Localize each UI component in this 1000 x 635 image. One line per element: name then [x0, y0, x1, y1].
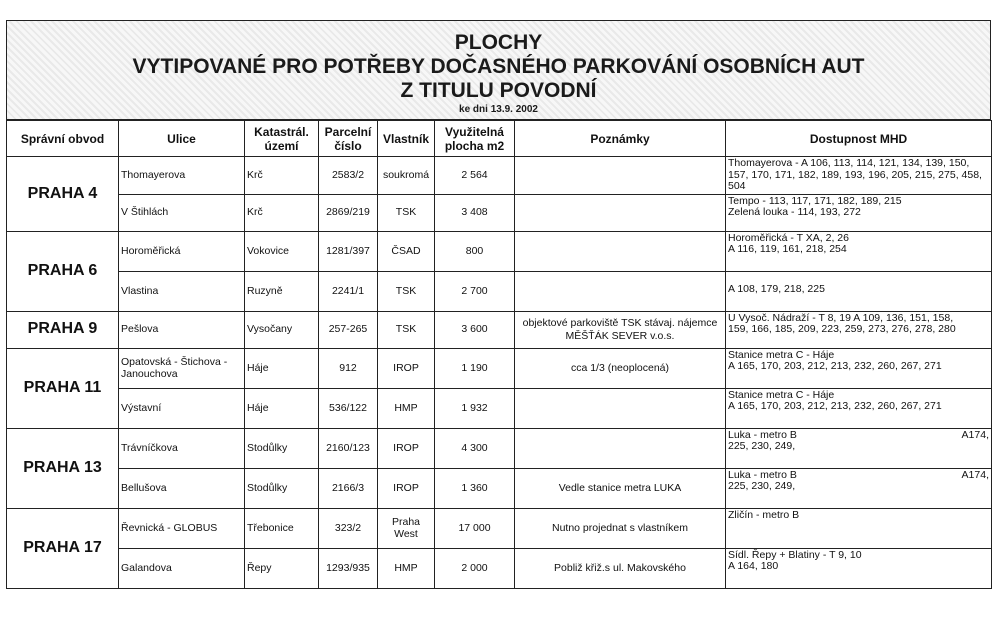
- area-cell: 3 600: [435, 311, 515, 348]
- mhd-line: 225, 230, 249,: [728, 440, 796, 452]
- mhd-line: Sídl. Řepy + Blatiny - T 9, 10: [728, 548, 862, 561]
- area-cell: 1 190: [435, 348, 515, 388]
- area-cell: 4 300: [435, 428, 515, 468]
- table-row: [7, 271, 992, 311]
- district-cell: PRAHA 9: [7, 311, 119, 348]
- mhd-line-right: A174,: [961, 428, 989, 441]
- mhd-cell: [726, 428, 992, 468]
- street-cell: Horoměřická: [119, 231, 245, 271]
- parcel-cell: 2869/219: [319, 194, 378, 231]
- mhd-line: 159, 166, 185, 209, 223, 259, 273, 276, 278, 280: [728, 323, 956, 335]
- mhd-cell: [726, 231, 992, 271]
- street-cell: Vlastina: [119, 271, 245, 311]
- mhd-cell: [726, 157, 992, 195]
- mhd-cell: [726, 388, 992, 428]
- title-date: ke dni 13.9. 2002: [459, 104, 538, 115]
- notes-cell: [515, 231, 726, 271]
- mhd-cell: [726, 508, 992, 548]
- street-cell: Výstavní: [119, 388, 245, 428]
- parcel-cell: 536/122: [319, 388, 378, 428]
- street-cell: Galandova: [119, 548, 245, 588]
- mhd-line: Thomayerova - A 106, 113, 114, 121, 134, 139, 150,: [728, 157, 970, 169]
- header-district: Správní obvod: [7, 121, 119, 157]
- owner-cell: HMP: [378, 388, 435, 428]
- title-box: [6, 20, 991, 120]
- area-cell: 2 000: [435, 548, 515, 588]
- cadastral-cell: Třebonice: [245, 508, 319, 548]
- notes-cell: [515, 428, 726, 468]
- header-row: [7, 121, 992, 157]
- mhd-line: A 116, 119, 161, 218, 254: [728, 243, 847, 255]
- notes-cell: Vedle stanice metra LUKA: [515, 468, 726, 508]
- table-row: [7, 468, 992, 508]
- cadastral-cell: Krč: [245, 157, 319, 195]
- street-cell: Řevnická - GLOBUS: [119, 508, 245, 548]
- mhd-cell: [726, 194, 992, 231]
- owner-cell: ČSAD: [378, 231, 435, 271]
- header-area: Využitelná plocha m2: [435, 121, 515, 157]
- district-cell: PRAHA 13: [7, 428, 119, 508]
- header-mhd: Dostupnost MHD: [726, 121, 992, 157]
- cadastral-cell: Stodůlky: [245, 428, 319, 468]
- mhd-cell: [726, 468, 992, 508]
- parcel-cell: 257-265: [319, 311, 378, 348]
- area-cell: 800: [435, 231, 515, 271]
- owner-cell: TSK: [378, 271, 435, 311]
- table-row: [7, 428, 992, 468]
- mhd-line-left: Luka - metro B: [728, 468, 797, 481]
- owner-cell: Praha West: [378, 508, 435, 548]
- district-cell: PRAHA 6: [7, 231, 119, 311]
- area-cell: 2 564: [435, 157, 515, 195]
- notes-cell: [515, 271, 726, 311]
- mhd-line: A 165, 170, 203, 212, 213, 232, 260, 267, 271: [728, 400, 942, 412]
- title-line-2: VYTIPOVANÉ PRO POTŘEBY DOČASNÉHO PARKOVÁNÍ OSOBNÍCH AUT: [132, 55, 865, 78]
- mhd-line: Stanice metra C - Háje: [728, 388, 835, 401]
- street-cell: Trávníčkova: [119, 428, 245, 468]
- notes-cell: [515, 194, 726, 231]
- parcel-cell: 2241/1: [319, 271, 378, 311]
- mhd-cell: [726, 348, 992, 388]
- cadastral-cell: Ruzyně: [245, 271, 319, 311]
- title-line-3: Z TITULU POVODNÍ: [400, 79, 597, 102]
- mhd-cell: [726, 548, 992, 588]
- street-cell: V Štihlách: [119, 194, 245, 231]
- notes-cell: [515, 157, 726, 195]
- owner-cell: IROP: [378, 428, 435, 468]
- table-row: [7, 508, 992, 548]
- table-row: [7, 231, 992, 271]
- cadastral-cell: Háje: [245, 348, 319, 388]
- parcel-cell: 1293/935: [319, 548, 378, 588]
- parcel-cell: 2583/2: [319, 157, 378, 195]
- document-sheet: [6, 6, 991, 630]
- parking-table: [6, 120, 992, 589]
- mhd-line-left: Luka - metro B: [728, 428, 797, 441]
- table-row: [7, 311, 992, 348]
- owner-cell: TSK: [378, 311, 435, 348]
- owner-cell: soukromá: [378, 157, 435, 195]
- cadastral-cell: Krč: [245, 194, 319, 231]
- cadastral-cell: Řepy: [245, 548, 319, 588]
- notes-cell: Pobliž křiž.s ul. Makovského: [515, 548, 726, 588]
- area-cell: 17 000: [435, 508, 515, 548]
- notes-cell: objektové parkoviště TSK stávaj. nájemce MĚŠŤÁK SEVER v.o.s.: [515, 311, 726, 348]
- parcel-cell: 912: [319, 348, 378, 388]
- district-cell: PRAHA 11: [7, 348, 119, 428]
- notes-cell: [515, 388, 726, 428]
- area-cell: 2 700: [435, 271, 515, 311]
- cadastral-cell: Háje: [245, 388, 319, 428]
- owner-cell: HMP: [378, 548, 435, 588]
- notes-cell: cca 1/3 (neoplocená): [515, 348, 726, 388]
- table-row: [7, 388, 992, 428]
- mhd-line: A 108, 179, 218, 225: [728, 283, 825, 295]
- mhd-line: A 165, 170, 203, 212, 213, 232, 260, 267, 271: [728, 360, 942, 372]
- parcel-cell: 2166/3: [319, 468, 378, 508]
- table-row: [7, 194, 992, 231]
- cadastral-cell: Vokovice: [245, 231, 319, 271]
- mhd-line: Horoměřická - T XA, 2, 26: [728, 231, 849, 244]
- mhd-line: 225, 230, 249,: [728, 480, 796, 492]
- table-row: [7, 348, 992, 388]
- mhd-line: Zelená louka - 114, 193, 272: [728, 206, 861, 218]
- header-parcel: Parcelní číslo: [319, 121, 378, 157]
- mhd-line-right: A174,: [961, 468, 989, 481]
- parcel-cell: 2160/123: [319, 428, 378, 468]
- street-cell: Opatovská - Štichova - Janouchova: [119, 348, 245, 388]
- parcel-cell: 1281/397: [319, 231, 378, 271]
- district-cell: PRAHA 4: [7, 157, 119, 232]
- mhd-line: U Vysoč. Nádraží - T 8, 19 A 109, 136, 151, 158,: [728, 311, 954, 324]
- cadastral-cell: Vysočany: [245, 311, 319, 348]
- table-row: [7, 157, 992, 195]
- header-owner: Vlastník: [378, 121, 435, 157]
- mhd-line: Tempo - 113, 117, 171, 182, 189, 215: [728, 194, 902, 207]
- area-cell: 1 932: [435, 388, 515, 428]
- header-street: Ulice: [119, 121, 245, 157]
- mhd-line: Stanice metra C - Háje: [728, 348, 835, 361]
- street-cell: Bellušova: [119, 468, 245, 508]
- district-cell: PRAHA 17: [7, 508, 119, 588]
- parcel-cell: 323/2: [319, 508, 378, 548]
- owner-cell: IROP: [378, 348, 435, 388]
- owner-cell: TSK: [378, 194, 435, 231]
- table-row: [7, 548, 992, 588]
- area-cell: 1 360: [435, 468, 515, 508]
- header-cadastral: Katastrál. území: [245, 121, 319, 157]
- notes-cell: Nutno projednat s vlastníkem: [515, 508, 726, 548]
- street-cell: Thomayerova: [119, 157, 245, 195]
- mhd-cell: [726, 271, 992, 311]
- table-body: [7, 157, 992, 589]
- cadastral-cell: Stodůlky: [245, 468, 319, 508]
- title-line-1: PLOCHY: [454, 31, 543, 54]
- mhd-line: 157, 170, 171, 182, 189, 193, 196, 205, 215, 275, 458,: [728, 168, 982, 181]
- street-cell: Pešlova: [119, 311, 245, 348]
- header-notes: Poznámky: [515, 121, 726, 157]
- mhd-cell: [726, 311, 992, 348]
- mhd-line: A 164, 180: [728, 560, 779, 572]
- mhd-line: 504: [728, 180, 746, 192]
- area-cell: 3 408: [435, 194, 515, 231]
- mhd-line: Zličín - metro B: [728, 508, 800, 521]
- owner-cell: IROP: [378, 468, 435, 508]
